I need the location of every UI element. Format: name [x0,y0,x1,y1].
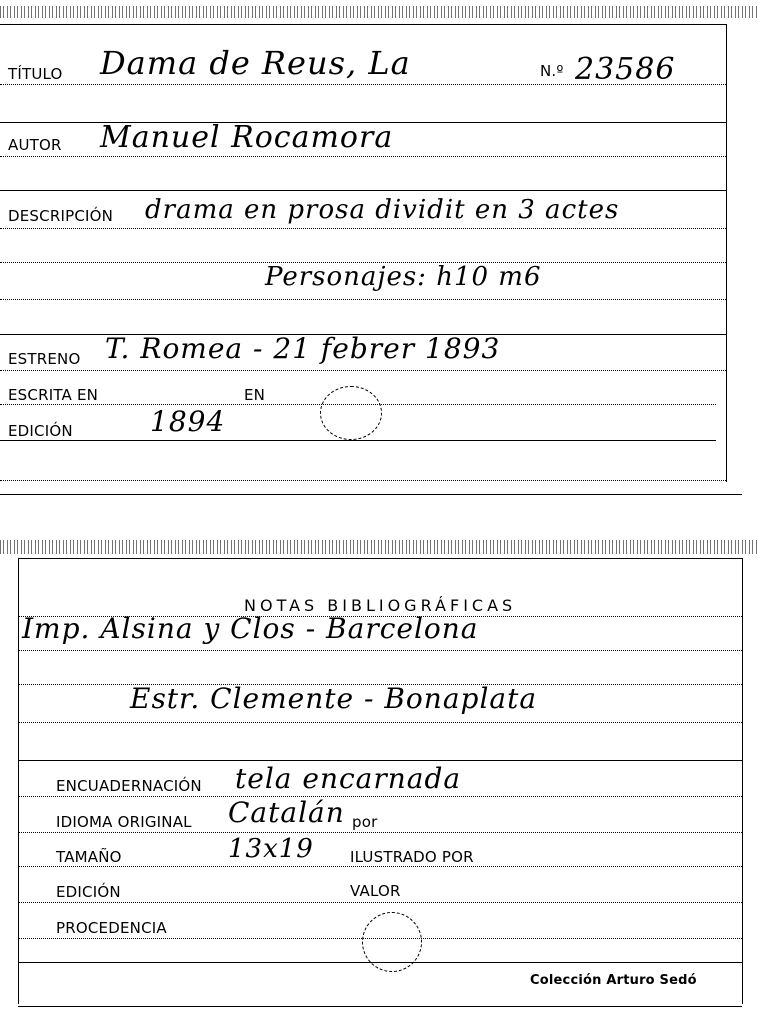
ruled-line [0,440,716,441]
card-bottom-border [18,1006,742,1007]
en-label: EN [244,386,266,404]
ruled-line [18,760,742,761]
numero-value: 23586 [575,52,676,87]
ruled-line [0,370,726,371]
autor-value: Manuel Rocamora [100,120,394,155]
ruled-line [18,832,742,833]
edicion-label: EDICIÓN [8,422,73,440]
personajes-value: Personajes: h10 m6 [265,262,542,292]
notas-header: NOTAS BIBLIOGRÁFICAS [244,596,517,615]
ruled-line [0,156,726,157]
numero-label: N.º [540,62,564,80]
descripcion-label: DESCRIPCIÓN [8,207,114,225]
estreno-label: ESTRENO [8,350,81,368]
titulo-label: TÍTULO [8,65,63,83]
library-stamp [320,386,382,440]
ruled-line [18,650,742,651]
escrita-en-label: ESCRITA EN [8,386,99,404]
ruled-line [18,796,742,797]
ruled-line [0,190,726,191]
ruled-line [0,299,726,300]
note-line-2: Estr. Clemente - Bonaplata [130,682,538,715]
ruled-line [18,722,742,723]
autor-label: AUTOR [8,136,62,154]
procedencia-label: PROCEDENCIA [56,919,167,937]
edicion-value: 1894 [150,405,226,438]
card-right-border [742,558,743,1004]
por-label: por [352,813,378,831]
ruled-line [18,902,742,903]
note-line-1: Imp. Alsina y Clos - Barcelona [22,612,479,645]
library-stamp [362,912,422,972]
card-top-border [18,558,742,559]
titulo-value: Dama de Reus, La [100,44,411,82]
ruled-line [0,480,726,481]
card-right-border [726,24,727,482]
ilustrado-label: ILUSTRADO POR [350,848,474,866]
collection-footer: Colección Arturo Sedó [530,973,697,988]
tamano-label: TAMAÑO [56,848,122,866]
tamano-value: 13x19 [228,834,314,864]
card-bottom-border [0,494,742,495]
valor-label: VALOR [350,882,401,900]
ruled-line [18,866,742,867]
card-top-border [0,24,726,25]
card-edge-texture [0,540,759,554]
descripcion-value: drama en prosa dividit en 3 actes [145,195,620,225]
edicion-label: EDICIÓN [56,883,121,901]
encuadernacion-label: ENCUADERNACIÓN [56,777,202,795]
estreno-value: T. Romea - 21 febrer 1893 [105,332,501,365]
idioma-label: IDIOMA ORIGINAL [56,813,192,831]
encuadernacion-value: tela encarnada [235,762,462,795]
idioma-value: Catalán [228,796,345,829]
card-edge-texture [0,6,759,18]
ruled-line [0,228,726,229]
